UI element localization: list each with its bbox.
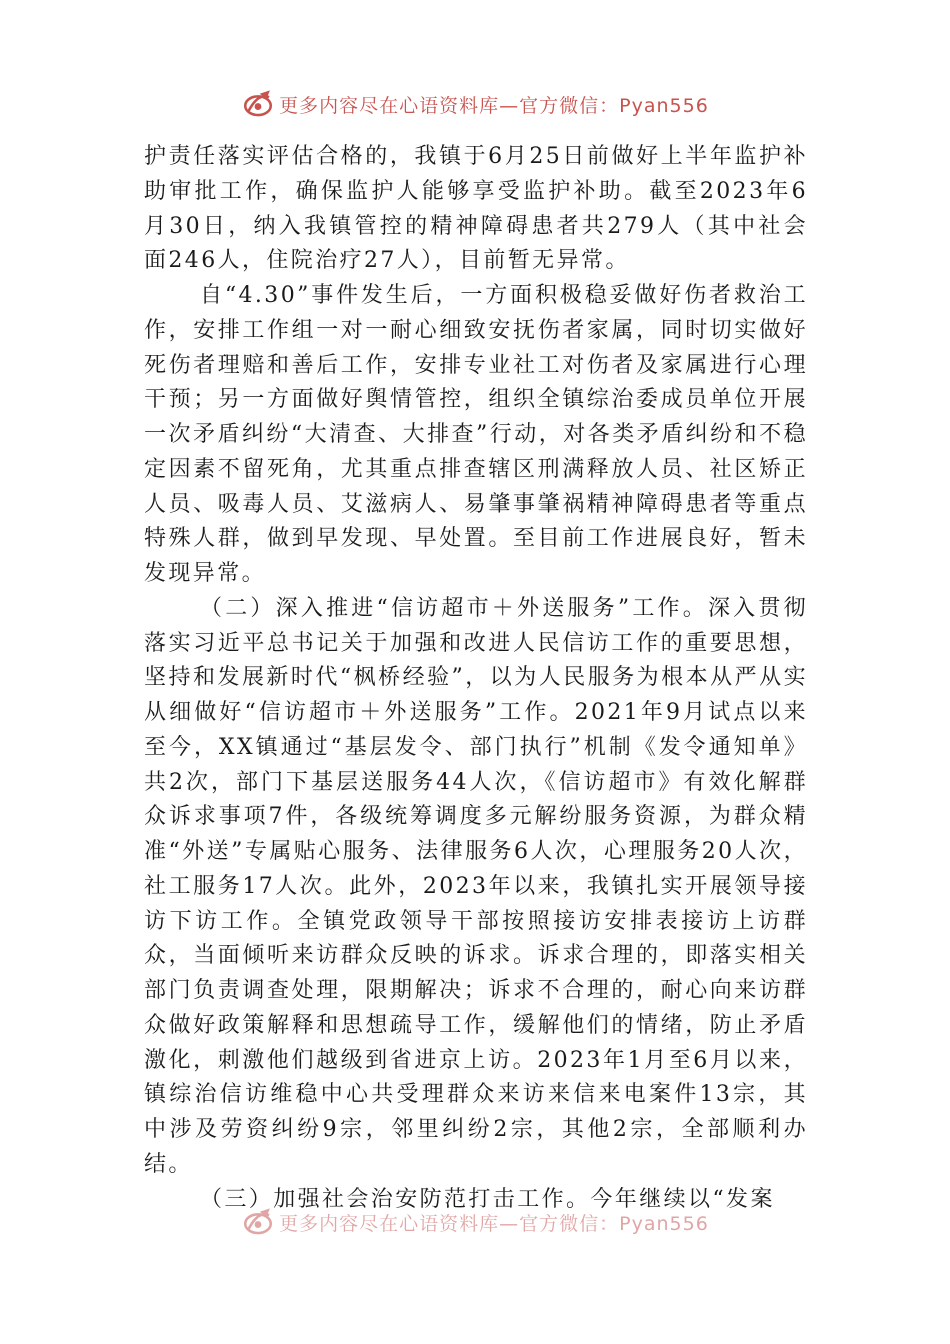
paragraph-incident-response: 自“4.30”事件发生后，一方面积极稳妥做好伤者救治工作，安排工作组一对一耐心细致安抚伤者家属，同时切实做好死伤者理赔和善后工作，安排专业社工对伤者及家属进行心理干预；另一方面做好舆情管控，组织全镇综治委成员单位开展一次矛盾纠纷“大清查、大排查”行动，对各类矛盾纠纷和不稳定因素不留死角，尤其重点排查辖区刑满释放人员、社区矫正人员、吸毒人员、艾滋病人、易肇事肇祸精神障碍患者等重点特殊人群，做到早发现、早处置。至目前工作进展良好，暂未发现异常。 bbox=[144, 283, 808, 586]
paragraph-continued: 护责任落实评估合格的，我镇于6月25日前做好上半年监护补助审批工作，确保监护人能够享受监护补助。截至2023年6月30日，纳入我镇管控的精神障碍患者共279人（其中社会面246人，住院治疗27人），目前暂无异常。 bbox=[144, 144, 808, 274]
watermark-footer bbox=[0, 1202, 950, 1242]
watermark-logo-icon bbox=[241, 87, 275, 121]
watermark-text: 更多内容尽在心语资料库—官方微信：Pyan556 bbox=[279, 94, 709, 117]
watermark-text: 更多内容尽在心语资料库—官方微信：Pyan556 bbox=[279, 1212, 709, 1235]
paragraph-public-security: （三）加强社会治安防范打击工作。今年继续以“发案 bbox=[200, 1186, 775, 1212]
document-body bbox=[144, 140, 808, 1217]
watermark-header bbox=[0, 84, 950, 124]
paragraph-petition-service: （二）深入推进“信访超市＋外送服务”工作。深入贯彻落实习近平总书记关于加强和改进人民信访工作的重要思想，坚持和发展新时代“枫桥经验”，以为人民服务为根本从严从实从细做好“信访超市＋外送服务”工作。2021年9月试点以来至今，XX镇通过“基层发令、部门执行”机制《发令通知单》共2次，部门下基层送服务44人次，《信访超市》有效化解群众诉求事项7件，各级统筹调度多元解纷服务资源，为群众精准“外送”专属贴心服务、法律服务6人次，心理服务20人次，社工服务17人次。此外，2023年以来，我镇扎实开展领导接访下访工作。全镇党政领导干部按照接访安排表接访上访群众，当面倾听来访群众反映的诉求。诉求合理的，即落实相关部门负责调查处理，限期解决；诉求不合理的，耐心向来访群众做好政策解释和思想疏导工作，缓解他们的情绪，防止矛盾激化，刺激他们越级到省进京上访。2023年1月至6月以来，镇综治信访维稳中心共受理群众来访来信来电案件13宗，其中涉及劳资纠纷9宗，邻里纠纷2宗，其他2宗，全部顺利办结。 bbox=[144, 595, 808, 1177]
watermark-logo-icon bbox=[241, 1205, 275, 1239]
